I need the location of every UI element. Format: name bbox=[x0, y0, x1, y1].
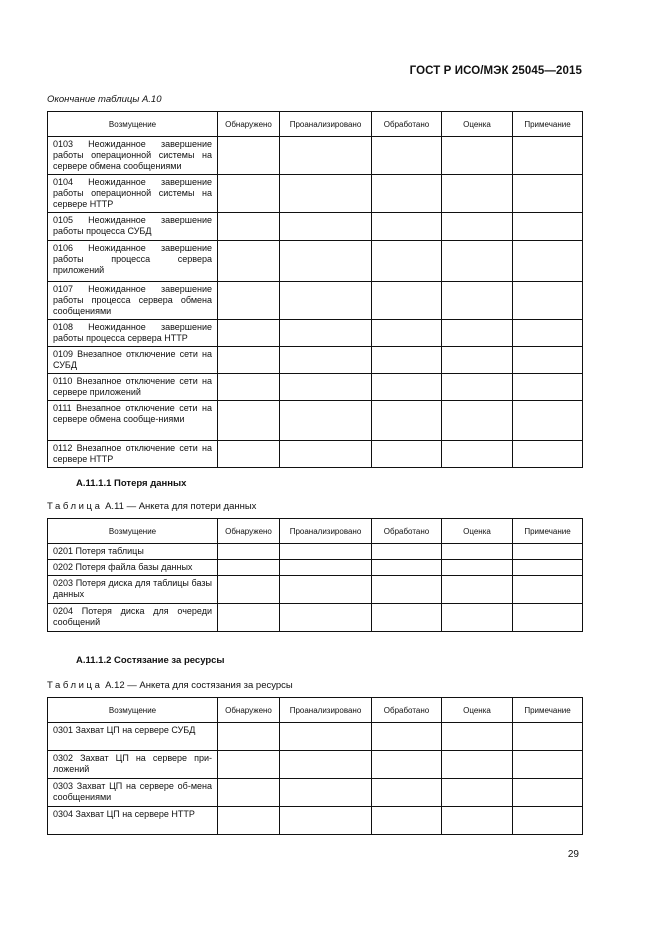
detected-cell bbox=[218, 320, 280, 347]
column-header-assessment: Оценка bbox=[442, 519, 513, 544]
disturbance-cell: 0302 Захват ЦП на сервере при-ложений bbox=[48, 751, 218, 779]
analyzed-cell bbox=[280, 374, 372, 401]
note-cell bbox=[513, 137, 583, 175]
table-row bbox=[48, 560, 583, 576]
processed-cell bbox=[372, 441, 442, 468]
processed-cell bbox=[372, 723, 442, 751]
detected-cell bbox=[218, 751, 280, 779]
analyzed-cell bbox=[280, 576, 372, 604]
column-header-processed: Обработано bbox=[372, 698, 442, 723]
column-header-assessment: Оценка bbox=[442, 112, 513, 137]
table-row bbox=[48, 544, 583, 560]
note-cell bbox=[513, 576, 583, 604]
assessment-cell bbox=[442, 779, 513, 807]
detected-cell bbox=[218, 347, 280, 374]
note-cell bbox=[513, 441, 583, 468]
table-a12-header-row bbox=[48, 698, 583, 723]
column-header-disturbance: Возмущение bbox=[48, 698, 218, 723]
table-a10-header-row bbox=[48, 112, 583, 137]
processed-cell bbox=[372, 320, 442, 347]
detected-cell bbox=[218, 282, 280, 320]
processed-cell bbox=[372, 576, 442, 604]
detected-cell bbox=[218, 560, 280, 576]
disturbance-cell: 0202 Потеря файла базы данных bbox=[48, 560, 218, 576]
column-header-note: Примечание bbox=[513, 519, 583, 544]
disturbance-cell: 0103 Неожиданное завершение работы операционной системы на сервере обмена сообщениями bbox=[48, 137, 218, 175]
table-a10-caption: Окончание таблицы А.10 bbox=[47, 94, 162, 105]
disturbance-cell: 0107 Неожиданное завершение работы процесса сервера обмена сообщениями bbox=[48, 282, 218, 320]
note-cell bbox=[513, 560, 583, 576]
disturbance-cell: 0303 Захват ЦП на сервере об-мена сообщениями bbox=[48, 779, 218, 807]
table-a11 bbox=[47, 518, 583, 632]
note-cell bbox=[513, 779, 583, 807]
assessment-cell bbox=[442, 347, 513, 374]
note-cell bbox=[513, 347, 583, 374]
column-header-detected: Обнаружено bbox=[218, 698, 280, 723]
column-header-detected: Обнаружено bbox=[218, 519, 280, 544]
detected-cell bbox=[218, 374, 280, 401]
note-cell bbox=[513, 213, 583, 241]
assessment-cell bbox=[442, 401, 513, 441]
detected-cell bbox=[218, 544, 280, 560]
table-a12-caption-label: Таблица bbox=[47, 680, 103, 691]
note-cell bbox=[513, 241, 583, 282]
table-row bbox=[48, 374, 583, 401]
detected-cell bbox=[218, 213, 280, 241]
analyzed-cell bbox=[280, 175, 372, 213]
column-header-note: Примечание bbox=[513, 112, 583, 137]
section-heading-resource-contention: А.11.1.2 Состязание за ресурсы bbox=[76, 655, 225, 666]
disturbance-cell: 0111 Внезапное отключение сети на сервере обмена сообще-ниями bbox=[48, 401, 218, 441]
processed-cell bbox=[372, 213, 442, 241]
analyzed-cell bbox=[280, 347, 372, 374]
table-row bbox=[48, 175, 583, 213]
analyzed-cell bbox=[280, 213, 372, 241]
detected-cell bbox=[218, 175, 280, 213]
disturbance-cell: 0106 Неожиданное завершение работы процесса сервера приложений bbox=[48, 241, 218, 282]
assessment-cell bbox=[442, 137, 513, 175]
processed-cell bbox=[372, 241, 442, 282]
note-cell bbox=[513, 374, 583, 401]
disturbance-cell: 0203 Потеря диска для таблицы базы данных bbox=[48, 576, 218, 604]
disturbance-cell: 0108 Неожиданное завершение работы процесса сервера HTTP bbox=[48, 320, 218, 347]
analyzed-cell bbox=[280, 441, 372, 468]
assessment-cell bbox=[442, 320, 513, 347]
processed-cell bbox=[372, 807, 442, 835]
disturbance-cell: 0104 Неожиданное завершение работы операционной системы на сервере HTTP bbox=[48, 175, 218, 213]
table-row bbox=[48, 213, 583, 241]
detected-cell bbox=[218, 807, 280, 835]
table-a11-caption bbox=[47, 501, 256, 512]
assessment-cell bbox=[442, 604, 513, 632]
detected-cell bbox=[218, 441, 280, 468]
note-cell bbox=[513, 175, 583, 213]
table-row bbox=[48, 441, 583, 468]
table-a11-header-row bbox=[48, 519, 583, 544]
detected-cell bbox=[218, 137, 280, 175]
table-row bbox=[48, 241, 583, 282]
detected-cell bbox=[218, 576, 280, 604]
disturbance-cell: 0201 Потеря таблицы bbox=[48, 544, 218, 560]
table-a11-caption-label: Таблица bbox=[47, 501, 103, 512]
note-cell bbox=[513, 282, 583, 320]
processed-cell bbox=[372, 401, 442, 441]
table-a12 bbox=[47, 697, 583, 835]
detected-cell bbox=[218, 604, 280, 632]
analyzed-cell bbox=[280, 544, 372, 560]
assessment-cell bbox=[442, 175, 513, 213]
column-header-processed: Обработано bbox=[372, 112, 442, 137]
disturbance-cell: 0301 Захват ЦП на сервере СУБД bbox=[48, 723, 218, 751]
assessment-cell bbox=[442, 544, 513, 560]
table-a12-caption-text: А.12 — Анкета для состязания за ресурсы bbox=[105, 680, 293, 691]
analyzed-cell bbox=[280, 401, 372, 441]
analyzed-cell bbox=[280, 560, 372, 576]
assessment-cell bbox=[442, 807, 513, 835]
table-row bbox=[48, 779, 583, 807]
analyzed-cell bbox=[280, 779, 372, 807]
table-row bbox=[48, 723, 583, 751]
analyzed-cell bbox=[280, 751, 372, 779]
analyzed-cell bbox=[280, 604, 372, 632]
analyzed-cell bbox=[280, 241, 372, 282]
standard-designation: ГОСТ Р ИСО/МЭК 25045—2015 bbox=[409, 65, 582, 77]
table-row bbox=[48, 401, 583, 441]
assessment-cell bbox=[442, 374, 513, 401]
assessment-cell bbox=[442, 213, 513, 241]
column-header-note: Примечание bbox=[513, 698, 583, 723]
disturbance-cell: 0110 Внезапное отключение сети на сервере приложений bbox=[48, 374, 218, 401]
disturbance-cell: 0304 Захват ЦП на сервере HTTP bbox=[48, 807, 218, 835]
table-a11-caption-text: А.11 — Анкета для потери данных bbox=[105, 501, 257, 512]
processed-cell bbox=[372, 604, 442, 632]
column-header-disturbance: Возмущение bbox=[48, 519, 218, 544]
column-header-processed: Обработано bbox=[372, 519, 442, 544]
note-cell bbox=[513, 807, 583, 835]
processed-cell bbox=[372, 374, 442, 401]
table-row bbox=[48, 807, 583, 835]
note-cell bbox=[513, 604, 583, 632]
column-header-analyzed: Проанализировано bbox=[280, 112, 372, 137]
analyzed-cell bbox=[280, 723, 372, 751]
section-heading-data-loss: А.11.1.1 Потеря данных bbox=[76, 478, 187, 489]
column-header-disturbance: Возмущение bbox=[48, 112, 218, 137]
note-cell bbox=[513, 401, 583, 441]
analyzed-cell bbox=[280, 137, 372, 175]
analyzed-cell bbox=[280, 807, 372, 835]
table-row bbox=[48, 751, 583, 779]
table-a12-caption bbox=[47, 680, 293, 691]
detected-cell bbox=[218, 241, 280, 282]
analyzed-cell bbox=[280, 282, 372, 320]
assessment-cell bbox=[442, 723, 513, 751]
analyzed-cell bbox=[280, 320, 372, 347]
assessment-cell bbox=[442, 241, 513, 282]
processed-cell bbox=[372, 347, 442, 374]
processed-cell bbox=[372, 282, 442, 320]
assessment-cell bbox=[442, 576, 513, 604]
table-row bbox=[48, 320, 583, 347]
assessment-cell bbox=[442, 560, 513, 576]
table-row bbox=[48, 282, 583, 320]
disturbance-cell: 0105 Неожиданное завершение работы процесса СУБД bbox=[48, 213, 218, 241]
table-row bbox=[48, 604, 583, 632]
note-cell bbox=[513, 751, 583, 779]
table-row bbox=[48, 137, 583, 175]
table-row bbox=[48, 576, 583, 604]
detected-cell bbox=[218, 779, 280, 807]
processed-cell bbox=[372, 779, 442, 807]
detected-cell bbox=[218, 401, 280, 441]
table-a10 bbox=[47, 111, 583, 468]
note-cell bbox=[513, 320, 583, 347]
column-header-analyzed: Проанализировано bbox=[280, 519, 372, 544]
processed-cell bbox=[372, 137, 442, 175]
page-number: 29 bbox=[567, 849, 579, 860]
table-row bbox=[48, 347, 583, 374]
note-cell bbox=[513, 544, 583, 560]
disturbance-cell: 0112 Внезапное отключение сети на сервере HTTP bbox=[48, 441, 218, 468]
processed-cell bbox=[372, 544, 442, 560]
disturbance-cell: 0109 Внезапное отключение сети на СУБД bbox=[48, 347, 218, 374]
column-header-detected: Обнаружено bbox=[218, 112, 280, 137]
assessment-cell bbox=[442, 751, 513, 779]
processed-cell bbox=[372, 560, 442, 576]
disturbance-cell: 0204 Потеря диска для очереди сообщений bbox=[48, 604, 218, 632]
processed-cell bbox=[372, 751, 442, 779]
column-header-assessment: Оценка bbox=[442, 698, 513, 723]
assessment-cell bbox=[442, 441, 513, 468]
detected-cell bbox=[218, 723, 280, 751]
assessment-cell bbox=[442, 282, 513, 320]
note-cell bbox=[513, 723, 583, 751]
processed-cell bbox=[372, 175, 442, 213]
column-header-analyzed: Проанализировано bbox=[280, 698, 372, 723]
